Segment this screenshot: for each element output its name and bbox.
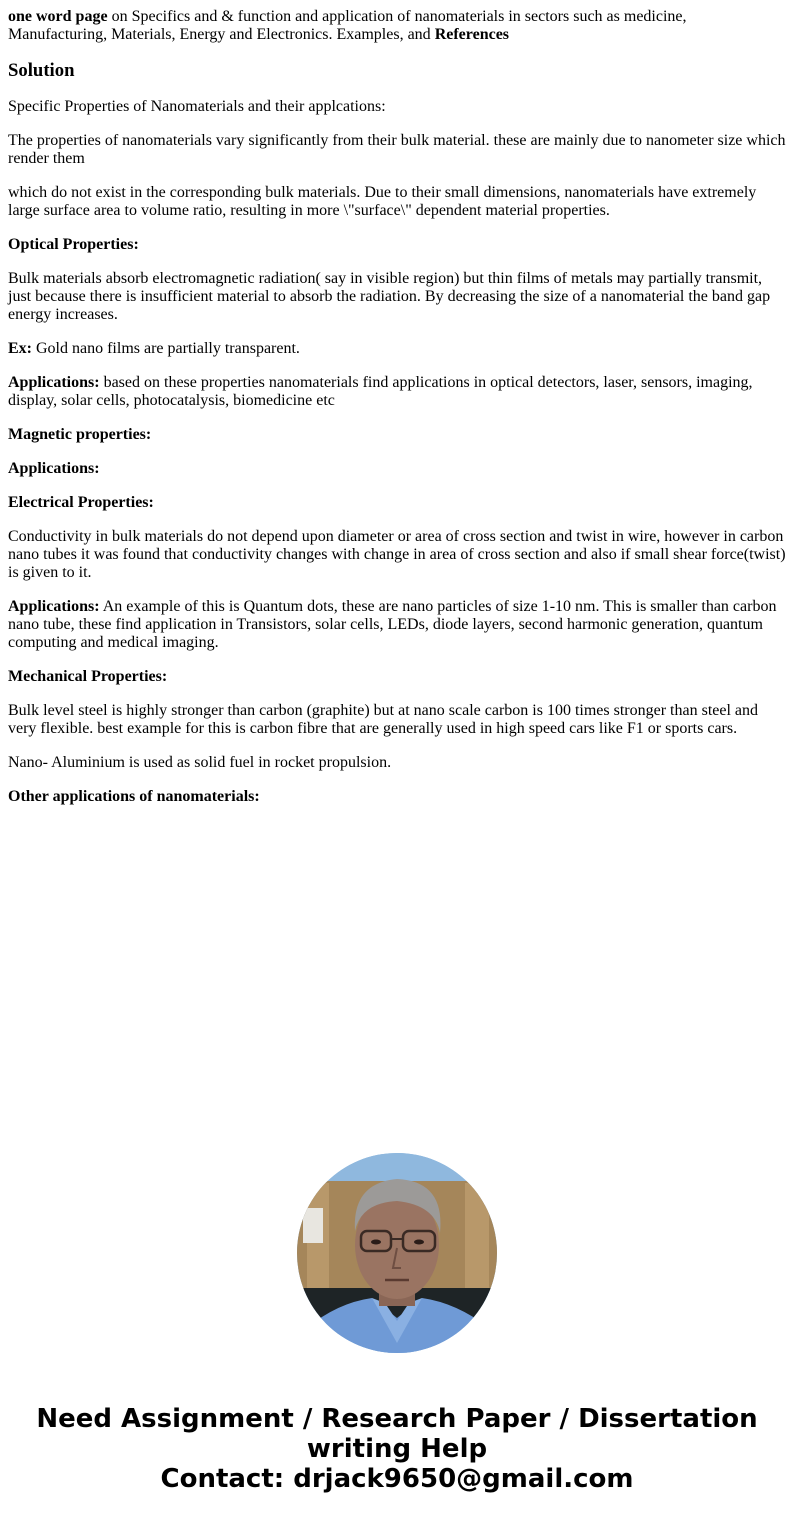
paragraph-2: which do not exist in the corresponding bulk materials. Due to their small dimensions, nanomaterials have extremely large surface area to volume ratio, resulting in more \"surface\" dependent material properties. [8, 184, 757, 219]
optical-example-text: Gold nano films are partially transparent. [32, 340, 300, 357]
electrical-applications-text: An example of this is Quantum dots, these are nano particles of size 1-10 nm. This is smaller than carbon nano tube, these find application in Transistors, solar cells, LEDs, diode layers, second harmonic generation, quantum computing and medical imaging. [8, 598, 777, 651]
electrical-applications [8, 598, 788, 652]
optical-example-label: Ex: [8, 340, 32, 357]
promo-banner [0, 1404, 794, 1494]
question-bold-tail: References [434, 26, 510, 43]
optical-heading [8, 236, 788, 254]
question-bold-lead: one word page [8, 8, 108, 25]
mechanical-heading [8, 668, 788, 686]
intro-paragraph: Specific Properties of Nanomaterials and their applcations: [8, 98, 386, 115]
optical-example [8, 340, 788, 358]
optical-applications-text: based on these properties nanomaterials find applications in optical detectors, laser, sensors, imaging, display, solar cells, photocatalysis, biomedicine etc [8, 374, 753, 409]
paragraph-1: The properties of nanomaterials vary significantly from their bulk material. these are mainly due to nanometer size which render them [8, 132, 786, 167]
promo-line-2: writing Help [306, 1434, 488, 1464]
mechanical-heading-text: Mechanical Properties: [8, 668, 168, 685]
promo-line-1: Need Assignment / Research Paper / Dissertation [36, 1404, 758, 1434]
electrical-heading-text: Electrical Properties: [8, 494, 154, 511]
solution-heading: Solution [8, 60, 75, 81]
magnetic-applications-label: Applications: [8, 460, 100, 477]
optical-applications-label: Applications: [8, 374, 100, 391]
author-avatar [297, 1153, 497, 1353]
magnetic-heading-text: Magnetic properties: [8, 426, 152, 443]
promo-contact: Contact: drjack9650@gmail.com [160, 1464, 634, 1494]
other-heading [8, 788, 788, 806]
magnetic-heading [8, 426, 788, 444]
optical-heading-text: Optical Properties: [8, 236, 139, 253]
person-photo-icon [297, 1153, 497, 1353]
optical-body: Bulk materials absorb electromagnetic radiation( say in visible region) but thin films of metals may partially transmit, just because there is insufficient material to absorb the radiation. By decreasing the size of a nanomaterial the band gap energy increases. [8, 270, 771, 323]
mechanical-aluminium: Nano- Aluminium is used as solid fuel in rocket propulsion. [8, 754, 392, 771]
magnetic-applications [8, 460, 788, 478]
electrical-heading [8, 494, 788, 512]
question-body: on Specifics and & function and application of nanomaterials in sectors such as medicine, Manufacturing, Materials, Energy and Electronics. Examples, and [8, 8, 687, 43]
question-text [8, 8, 788, 44]
electrical-applications-label: Applications: [8, 598, 100, 615]
electrical-body: Conductivity in bulk materials do not depend upon diameter or area of cross section and twist in wire, however in carbon nano tubes it was found that conductivity changes with change in area of cross section and also if small shear force(twist) is given to it. [8, 528, 786, 581]
other-heading-text: Other applications of nanomaterials: [8, 788, 260, 805]
optical-applications [8, 374, 788, 410]
document-content [8, 8, 788, 822]
mechanical-body: Bulk level steel is highly stronger than carbon (graphite) but at nano scale carbon is 100 times stronger than steel and very flexible. best example for this is carbon fibre that are generally used in high speed cars like F1 or sports cars. [8, 702, 759, 737]
